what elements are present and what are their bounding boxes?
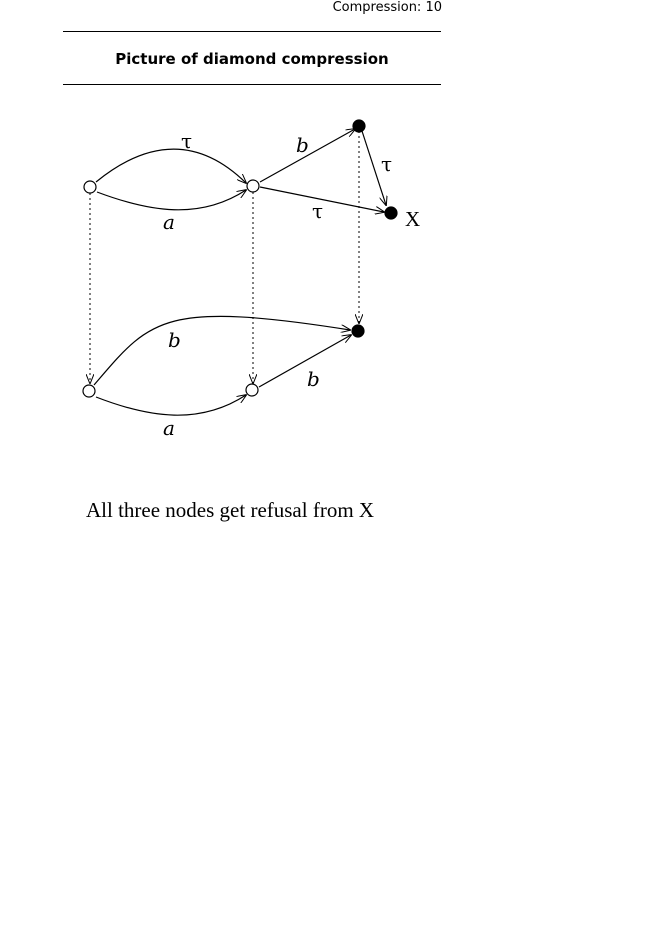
node-x bbox=[385, 207, 397, 219]
slide-header-label: Compression: 10 bbox=[332, 0, 442, 15]
label-bottom-a: a bbox=[163, 416, 175, 440]
edge-top-tau bbox=[96, 149, 246, 183]
label-top-right-tau: τ bbox=[381, 152, 393, 176]
edge-bottom-a bbox=[96, 395, 246, 415]
label-top-tau: τ bbox=[181, 129, 193, 153]
label-node-x: X bbox=[405, 207, 421, 231]
node-bottom-middle bbox=[246, 384, 258, 396]
node-top-middle bbox=[247, 180, 259, 192]
node-bottom-left bbox=[83, 385, 95, 397]
node-top-right-upper bbox=[353, 120, 365, 132]
edge-bottom-b-straight bbox=[259, 335, 351, 387]
node-bottom-right bbox=[352, 325, 364, 337]
node-top-left bbox=[84, 181, 96, 193]
edge-top-a bbox=[97, 190, 246, 210]
slide-title: Picture of diamond compression bbox=[115, 50, 389, 68]
label-top-mid-tau: τ bbox=[312, 199, 324, 223]
label-top-a: a bbox=[163, 210, 175, 234]
label-bottom-b-straight: b bbox=[307, 367, 320, 391]
label-top-b: b bbox=[296, 133, 309, 157]
diagram-caption: All three nodes get refusal from X bbox=[86, 498, 375, 522]
label-bottom-b-curve: b bbox=[168, 328, 181, 352]
